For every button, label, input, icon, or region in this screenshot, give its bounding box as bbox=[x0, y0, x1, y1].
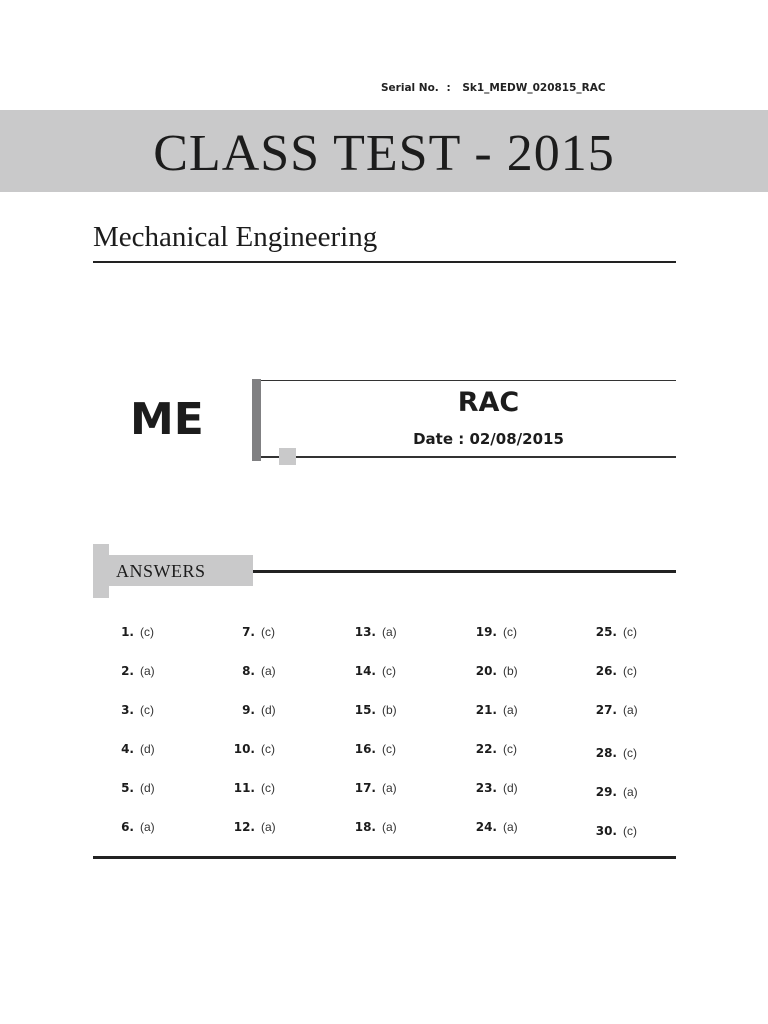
answer-item bbox=[219, 701, 276, 718]
answer-number: 14. bbox=[354, 664, 376, 678]
answer-option: (c) bbox=[623, 625, 637, 639]
answer-number: 12. bbox=[233, 820, 255, 834]
serial-number bbox=[381, 82, 606, 94]
answer-item bbox=[340, 740, 396, 757]
answer-option: (a) bbox=[140, 820, 155, 834]
answer-item bbox=[98, 818, 155, 835]
answer-option: (b) bbox=[382, 703, 397, 717]
answer-number: 11. bbox=[233, 781, 255, 795]
answer-number: 23. bbox=[475, 781, 497, 795]
answer-item bbox=[219, 818, 276, 835]
answer-option: (d) bbox=[261, 703, 276, 717]
answer-number: 10. bbox=[233, 742, 255, 756]
answer-item bbox=[98, 779, 155, 796]
answer-number: 6. bbox=[121, 820, 134, 834]
answer-item bbox=[461, 623, 517, 640]
answer-item bbox=[461, 662, 518, 679]
answer-option: (d) bbox=[503, 781, 518, 795]
answer-item bbox=[219, 662, 276, 679]
answer-number: 4. bbox=[121, 742, 134, 756]
answer-number: 22. bbox=[475, 742, 497, 756]
answer-item bbox=[581, 662, 637, 679]
answer-option: (c) bbox=[382, 742, 396, 756]
answer-item bbox=[461, 779, 518, 796]
answer-option: (a) bbox=[382, 820, 397, 834]
answer-option: (c) bbox=[261, 781, 275, 795]
answer-number: 27. bbox=[595, 703, 617, 717]
answer-item bbox=[340, 701, 397, 718]
answer-option: (a) bbox=[140, 664, 155, 678]
answer-item bbox=[98, 701, 154, 718]
answer-item bbox=[340, 779, 397, 796]
answer-number: 19. bbox=[475, 625, 497, 639]
answer-option: (c) bbox=[503, 742, 517, 756]
answer-number: 28. bbox=[595, 746, 617, 760]
answer-option: (a) bbox=[261, 664, 276, 678]
answer-option: (a) bbox=[623, 703, 638, 717]
answer-item bbox=[581, 744, 637, 761]
answer-option: (a) bbox=[503, 820, 518, 834]
answer-option: (a) bbox=[623, 785, 638, 799]
subject-heading: Mechanical Engineering bbox=[93, 221, 378, 253]
answer-number: 1. bbox=[121, 625, 134, 639]
answer-option: (c) bbox=[140, 625, 154, 639]
test-date: Date : 02/08/2015 bbox=[413, 430, 564, 448]
answer-number: 15. bbox=[354, 703, 376, 717]
answer-item bbox=[340, 818, 397, 835]
answer-option: (c) bbox=[261, 625, 275, 639]
answer-item bbox=[219, 740, 275, 757]
answer-option: (d) bbox=[140, 781, 155, 795]
answer-item bbox=[98, 623, 154, 640]
answers-tab bbox=[93, 544, 109, 598]
answer-number: 24. bbox=[475, 820, 497, 834]
answer-option: (d) bbox=[140, 742, 155, 756]
answer-item bbox=[461, 818, 518, 835]
answer-option: (a) bbox=[382, 625, 397, 639]
answer-number: 7. bbox=[242, 625, 255, 639]
answer-number: 16. bbox=[354, 742, 376, 756]
answer-item bbox=[461, 740, 517, 757]
serial-label: Serial No. bbox=[381, 82, 439, 94]
answer-item bbox=[340, 662, 396, 679]
answer-option: (a) bbox=[503, 703, 518, 717]
answer-number: 26. bbox=[595, 664, 617, 678]
answer-number: 2. bbox=[121, 664, 134, 678]
accent-square bbox=[279, 448, 296, 465]
test-name: RAC bbox=[457, 387, 520, 418]
divider-bottom bbox=[93, 856, 676, 859]
answer-item bbox=[219, 779, 275, 796]
answer-option: (c) bbox=[623, 824, 637, 838]
answer-option: (c) bbox=[503, 625, 517, 639]
accent-bar bbox=[252, 379, 261, 461]
answers-heading: ANSWERS bbox=[116, 561, 206, 581]
answer-option: (b) bbox=[503, 664, 518, 678]
answer-option: (a) bbox=[382, 781, 397, 795]
answer-item bbox=[219, 623, 275, 640]
answer-item bbox=[98, 740, 155, 757]
answer-item bbox=[340, 623, 397, 640]
answer-item bbox=[461, 701, 518, 718]
answer-number: 5. bbox=[121, 781, 134, 795]
answer-item bbox=[98, 662, 155, 679]
answer-item bbox=[581, 701, 638, 718]
divider-top bbox=[93, 261, 676, 263]
answer-option: (c) bbox=[140, 703, 154, 717]
answer-option: (c) bbox=[623, 746, 637, 760]
answer-option: (c) bbox=[261, 742, 275, 756]
serial-separator: : bbox=[446, 82, 451, 94]
answer-number: 3. bbox=[121, 703, 134, 717]
page-title: CLASS TEST - 2015 bbox=[153, 125, 615, 182]
answer-option: (c) bbox=[623, 664, 637, 678]
answer-option: (a) bbox=[261, 820, 276, 834]
answer-item bbox=[581, 783, 638, 800]
answer-number: 20. bbox=[475, 664, 497, 678]
answers-rule bbox=[253, 570, 676, 573]
answer-number: 18. bbox=[354, 820, 376, 834]
box-rule-top bbox=[261, 380, 676, 381]
serial-value: Sk1_MEDW_020815_RAC bbox=[462, 82, 606, 94]
answer-number: 9. bbox=[242, 703, 255, 717]
box-rule-bottom bbox=[261, 456, 676, 458]
answer-item bbox=[581, 822, 637, 839]
answer-number: 8. bbox=[242, 664, 255, 678]
answer-number: 30. bbox=[595, 824, 617, 838]
answer-number: 13. bbox=[354, 625, 376, 639]
answer-item bbox=[581, 623, 637, 640]
answer-number: 25. bbox=[595, 625, 617, 639]
branch-code: ME bbox=[130, 394, 204, 445]
answer-option: (c) bbox=[382, 664, 396, 678]
answer-number: 17. bbox=[354, 781, 376, 795]
answer-number: 21. bbox=[475, 703, 497, 717]
answer-number: 29. bbox=[595, 785, 617, 799]
